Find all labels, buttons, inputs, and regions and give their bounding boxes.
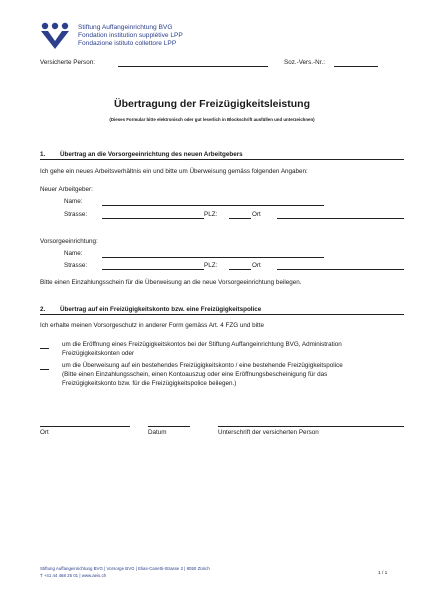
ssn-field[interactable] [334,66,378,67]
pension-zip-field[interactable] [229,269,251,270]
section1-heading: Übertrag an die Vorsorgeeinrichtung des neuen Arbeitgebers [60,151,243,158]
option2-text-line1: um die Überweisung auf ein bestehendes Freizügigkeitskonto / eine bestehende Freizügigkeitspolice [62,362,343,369]
date-field[interactable] [148,426,190,427]
option2-checkbox[interactable] [40,369,49,370]
footer-address: Stiftung Auffangeinrichtung BVG | Vorsorge BVG | Elias-Canetti-Strasse 2 | 8050 Zürich [40,566,210,571]
employer-zip-field[interactable] [229,218,251,219]
pension-city-label: Ort [252,262,261,269]
section2-heading: Übertrag auf ein Freizügigkeitskonto bzw. eine Freizügigkeitspolice [60,306,262,313]
section2-rule [40,314,404,315]
page-number: 1 / 1 [378,571,388,576]
pension-name-field[interactable] [102,257,324,258]
org-name-fr: Fondation institution supplétive LPP [78,32,183,39]
option2-text-line3: Freizügigkeitskonto bzw. für die Freizügigkeitspolice beilegen.) [62,380,237,387]
ssn-label: Soz.-Vers.-Nr.: [284,59,325,66]
org-name-de: Stiftung Auffangeinrichtung BVG [78,24,173,31]
page-title: Übertragung der Freizügigkeitsleistung [113,98,311,110]
section2-number: 2. [40,306,46,313]
pension-fund-label: Vorsorgeeinrichtung: [40,238,98,245]
employer-city-label: Ort [252,211,261,218]
option1-text-line2: Freizügigkeitskonten oder [62,350,135,357]
page-subtitle: (Dieses Formular bitte elektronisch oder gut leserlich in Blockschrift ausfüllen und unterzeichnen) [109,117,315,122]
pension-street-field[interactable] [102,269,204,270]
section1-number: 1. [40,151,46,158]
pension-city-field[interactable] [277,269,404,270]
employer-zip-label: PLZ: [204,211,218,218]
option1-text-line1: um die Eröffnung eines Freizügigkeitskontos bei der Stiftung Auffangeinrichtung BVG, Administration [62,341,342,348]
insured-person-field[interactable] [118,66,268,67]
place-field[interactable] [40,426,130,427]
signature-field[interactable] [218,426,404,427]
section2-intro: Ich erhalte meinen Vorsorgeschutz in anderer Form gemäss Art. 4 FZG und bitte [40,322,264,329]
logo-icon [38,22,72,50]
org-name-it: Fondazione istituto collettore LPP [78,40,177,47]
new-employer-label: Neuer Arbeitgeber: [40,186,93,193]
option2-text-line2: (Bitte einen Einzahlungsschein, einen Kontoauszug oder eine Eröffnungsbescheinigung für das [62,371,328,378]
employer-street-field[interactable] [102,218,204,219]
section1-note: Bitte einen Einzahlungsschein für die Überweisung an die neue Vorsorgeeinrichtung beilegen. [40,279,302,286]
employer-name-field[interactable] [102,205,324,206]
section1-rule [40,159,404,160]
pension-name-label: Name: [64,250,83,257]
employer-street-label: Strasse: [64,211,88,218]
date-label: Datum [148,429,167,436]
pension-street-label: Strasse: [64,262,88,269]
insured-person-label: Versicherte Person: [40,59,95,66]
footer-contact: T +41 44 468 25 01 | www.aeis.ch [40,573,107,578]
place-label: Ort [40,429,49,436]
section1-intro: Ich gehe ein neues Arbeitsverhältnis ein und bitte um Überweisung gemäss folgenden Angaben: [40,168,308,175]
signature-label: Unterschrift der versicherten Person [218,429,319,436]
employer-city-field[interactable] [277,218,404,219]
option1-checkbox[interactable] [40,348,49,349]
pension-zip-label: PLZ: [204,262,218,269]
employer-name-label: Name: [64,198,83,205]
